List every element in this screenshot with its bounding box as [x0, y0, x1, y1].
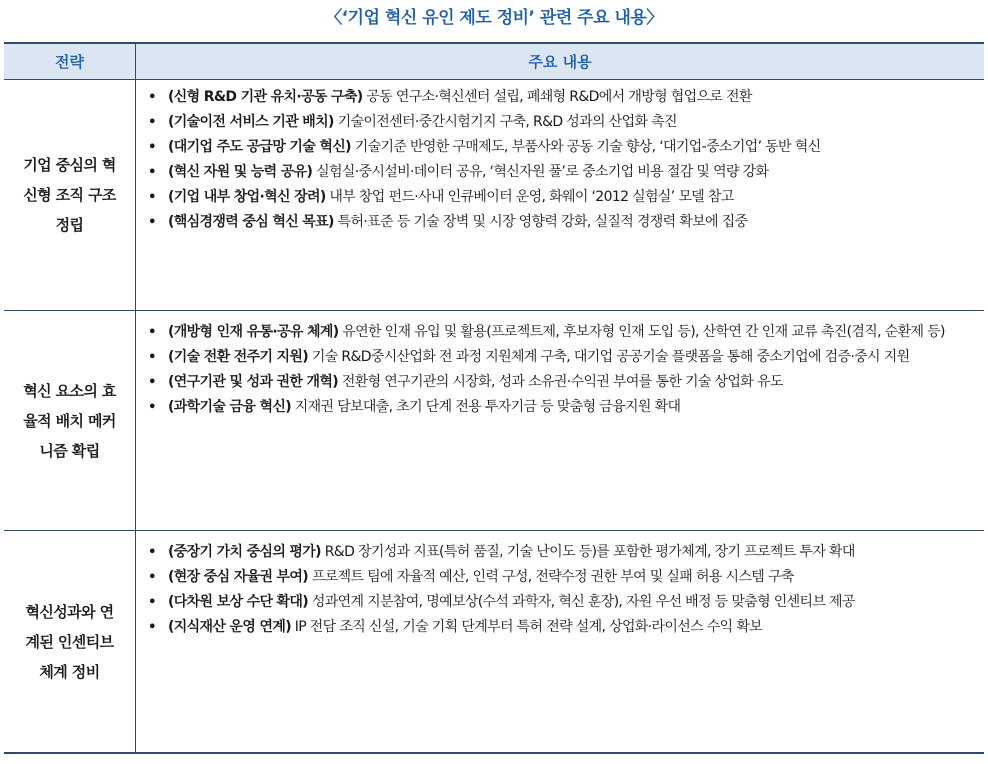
list-item	[136, 135, 984, 160]
item-body: 지재권 담보대출, 초기 단계 전용 투자기금 등 맞춤형 금융지원 확대	[290, 399, 681, 415]
table-header	[4, 44, 984, 80]
item-text	[168, 590, 984, 615]
strategy-line: 기업 중심의 혁	[23, 156, 116, 174]
item-label: (현장 중심 자율권 부여)	[168, 569, 309, 585]
bullet-icon: •	[148, 545, 156, 560]
list-item	[136, 370, 984, 395]
item-label: (혁신 자원 및 능력 공유)	[168, 164, 313, 180]
bullet-icon: •	[148, 350, 156, 365]
item-label: (대기업 주도 공급망 기술 혁신)	[168, 139, 351, 155]
item-text	[168, 110, 984, 135]
item-label: (중장기 가치 중심의 평가)	[168, 544, 321, 560]
item-body: 기술 R&D중시산업화 전 과정 지원체계 구축, 대기업 공공기술 플랫폼을 통해 중소기업에 검증·중시 지원	[308, 349, 910, 365]
strategy-cell	[4, 311, 136, 530]
item-label: (연구기관 및 성과 권한 개혁)	[168, 374, 339, 390]
item-body: 특허·표준 등 기술 장벽 및 시장 영향력 강화, 실질적 경쟁력 확보에 집중	[333, 214, 748, 230]
strategy-line: 니즘 확립	[39, 441, 100, 460]
item-text	[168, 320, 984, 345]
list-item	[136, 85, 984, 110]
list-item	[136, 185, 984, 210]
table-row	[4, 80, 984, 311]
bullet-icon: •	[148, 190, 156, 205]
bullet-icon: •	[148, 570, 156, 585]
bullet-icon: •	[148, 595, 156, 610]
item-text	[168, 160, 984, 185]
item-body: 내부 창업 펀드·사내 인큐베이터 운영, 화웨이 ‘2012 실험실’ 모델 참고	[325, 189, 734, 205]
strategy-line: 율적 배치 메커	[23, 411, 116, 430]
bullet-icon: •	[148, 140, 156, 155]
item-text	[168, 345, 984, 370]
list-item	[136, 395, 984, 420]
bullet-icon: •	[148, 115, 156, 130]
item-body: 성과연계 지분참여, 명예보상(수석 과학자, 혁신 훈장), 자원 우선 배정 등 맞춤형 인센티브 제공	[308, 594, 855, 610]
strategy-line: 계된 인센티브	[25, 632, 114, 651]
page-title: 〈‘기업 혁신 유인 제도 정비’ 관련 주요 내용〉	[325, 8, 663, 28]
item-text	[168, 565, 984, 590]
bullet-icon: •	[148, 400, 156, 415]
item-body: 기술기준 반영한 구매제도, 부품사와 공동 기술 향상, ‘대기업-중소기업’ 동반 혁신	[350, 139, 821, 155]
list-item	[136, 320, 984, 345]
item-label: (기업 내부 창업·혁신 장려)	[168, 189, 326, 205]
strategy-line: 신형 조직 구조	[23, 186, 116, 204]
item-label: (개방형 인재 유통·공유 체계)	[168, 324, 339, 340]
item-body: 실험실·중시설비·데이터 공유, ‘혁신자원 풀’로 중소기업 비용 절감 및 역량 강화	[312, 164, 769, 180]
item-label: (과학기술 금융 혁신)	[168, 399, 291, 415]
list-item	[136, 565, 984, 590]
strategy-cell	[4, 531, 136, 752]
strategy-line: 체계 정비	[39, 662, 100, 681]
bullet-icon: •	[148, 325, 156, 340]
strategy-table	[4, 42, 984, 754]
item-text	[168, 615, 984, 640]
bullet-icon: •	[148, 375, 156, 390]
list-item	[136, 590, 984, 615]
item-label: (신형 R&D 기관 유치·공동 구축)	[168, 89, 363, 105]
strategy-line: 혁신 요소의 효	[23, 381, 116, 400]
bullet-icon: •	[148, 165, 156, 180]
bullet-icon: •	[148, 620, 156, 635]
item-body: 유연한 인재 유입 및 활용(프로젝트제, 후보자형 인재 도입 등), 산학연 간 인재 교류 촉진(겸직, 순환제 등)	[338, 324, 945, 340]
bullet-icon: •	[148, 215, 156, 230]
item-label: (지식재산 운영 연계)	[168, 619, 291, 635]
item-body: 전환형 연구기관의 시장화, 성과 소유권·수익권 부여를 통한 기술 상업화 유도	[338, 374, 783, 390]
item-body: 공동 연구소·혁신센터 설립, 폐쇄형 R&D에서 개방형 협업으로 전환	[362, 89, 752, 105]
item-label: (핵심경쟁력 중심 혁신 목표)	[168, 214, 334, 230]
item-label: (다차원 보상 수단 확대)	[168, 594, 309, 610]
strategy-line: 정립	[55, 216, 84, 234]
item-label: (기술 전환 전주기 지원)	[168, 349, 309, 365]
item-body: 기술이전센터·중간시험기지 구축, R&D 성과의 산업화 촉진	[333, 114, 677, 130]
item-label: (기술이전 서비스 기관 배치)	[168, 114, 334, 130]
list-item	[136, 160, 984, 185]
item-text	[168, 370, 984, 395]
content-cell	[136, 531, 984, 752]
table-row	[4, 531, 984, 754]
content-cell	[136, 80, 984, 310]
header-content: 주요 내용	[528, 53, 592, 71]
list-item	[136, 110, 984, 135]
table-row	[4, 311, 984, 531]
header-strategy: 전략	[4, 44, 136, 79]
item-body: R&D 장기성과 지표(특허 품질, 기술 난이도 등)를 포함한 평가체계, 장기 프로젝트 투자 확대	[320, 544, 855, 560]
content-cell	[136, 311, 984, 530]
strategy-cell	[4, 80, 136, 310]
item-body: IP 전담 조직 신설, 기술 기획 단계부터 특허 전략 설계, 상업화·라이선스 수익 확보	[290, 619, 763, 635]
item-text	[168, 85, 984, 110]
list-item	[136, 210, 984, 235]
list-item	[136, 615, 984, 640]
strategy-line: 혁신성과와 연	[25, 602, 114, 621]
item-text	[168, 540, 984, 565]
item-text	[168, 210, 984, 235]
list-item	[136, 540, 984, 565]
list-item	[136, 345, 984, 370]
item-text	[168, 395, 984, 420]
item-text	[168, 185, 984, 210]
item-text	[168, 135, 984, 160]
item-body: 프로젝트 팀에 자율적 예산, 인력 구성, 전략수정 권한 부여 및 실패 허용 시스템 구축	[308, 569, 794, 585]
bullet-icon: •	[148, 90, 156, 105]
